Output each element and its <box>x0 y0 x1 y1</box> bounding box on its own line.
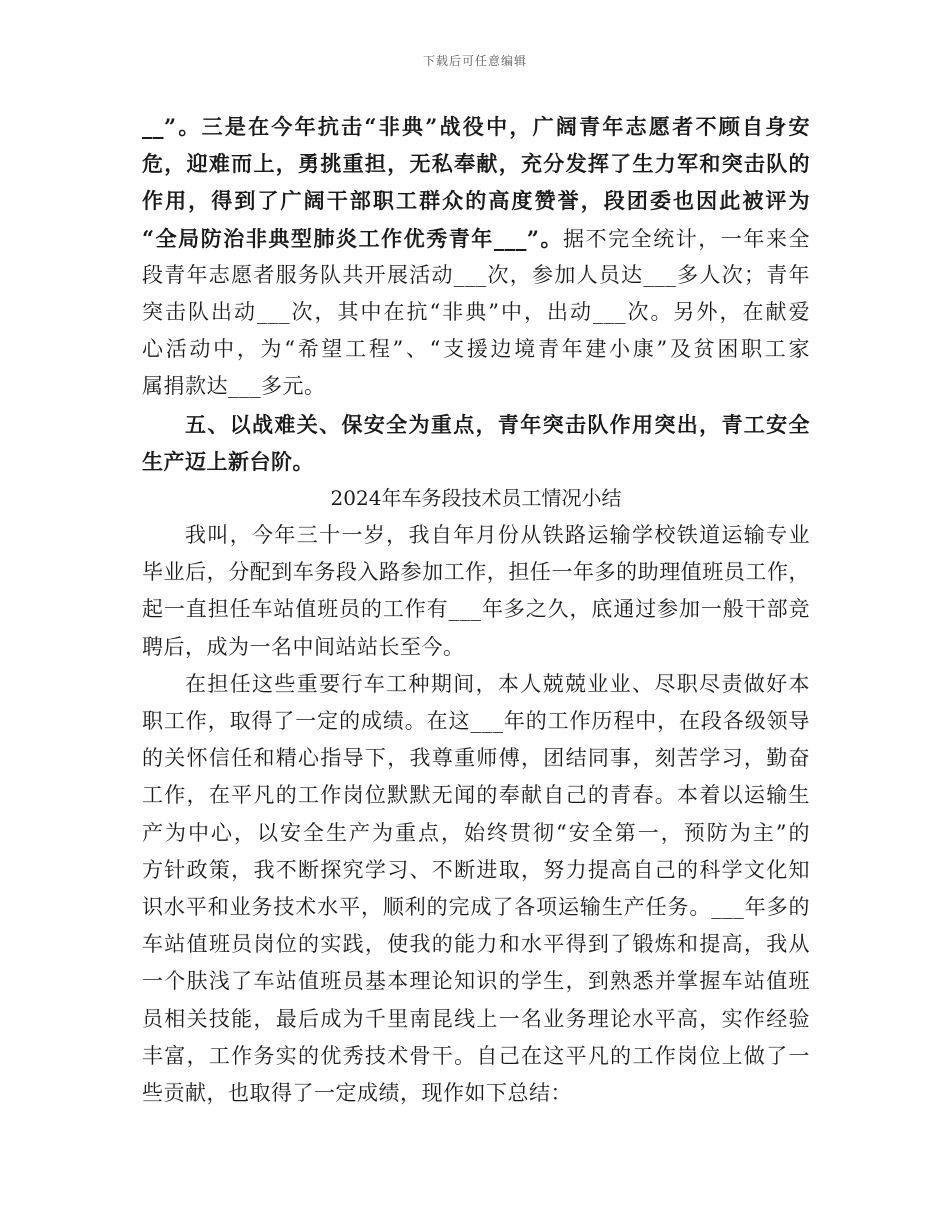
text-line: 心活动中，为“希望工程”、“支援边境青年建小康”及贫困职工家 <box>142 337 810 362</box>
text-line: 危，迎难而上，勇挑重担，无私奉献，充分发挥了生力军和突击队的 <box>142 151 810 177</box>
paragraph-line: 在担任这些重要行车工种期间，本人兢兢业业、尽职尽责做好本 <box>185 671 810 696</box>
normal-fragment: 据不完全统计，一年来全 <box>563 226 810 251</box>
bold-fragment: “全局防治非典型肺炎工作优秀青年___”。 <box>142 225 564 251</box>
paragraph-line: 的关怀信任和精心指导下，我尊重师傅，团结同事，刻苦学习，勤奋 <box>142 746 810 771</box>
paragraph-line: 产为中心，以安全生产为重点，始终贯彻“安全第一，预防为主”的 <box>142 820 810 845</box>
section-heading-line: 五、以战难关、保安全为重点，青年突击队作用突出，青工安全 <box>185 411 810 437</box>
paragraph-line: 车站值班员岗位的实践，使我的能力和水平得到了锻炼和提高，我从 <box>142 932 810 957</box>
paragraph-line: 一个肤浅了车站值班员基本理论知识的学生，到熟悉并掌握车站值班 <box>142 969 810 994</box>
paragraph-line: 识水平和业务技术水平，顺利的完成了各项运输生产任务。___年多的 <box>142 894 810 919</box>
paragraph-line: 些贡献，也取得了一定成绩，现作如下总结： <box>142 1080 572 1105</box>
text-line-mixed <box>142 220 810 257</box>
text-line: 突击队出动___次，其中在抗“非典”中，出动___次。另外，在献爱 <box>142 299 810 324</box>
paragraph-line: 员相关技能，最后成为千里南昆线上一名业务理论水平高，实作经验 <box>142 1006 810 1031</box>
text-line: __”。三是在今年抗击“非典”战役中，广阔青年志愿者不顾自身安 <box>142 114 810 139</box>
paragraph-line: 起一直担任车站值班员的工作有___年多之久，底通过参加一般干部竞 <box>142 597 810 622</box>
paragraph-line: 我叫，今年三十一岁，我自年月份从铁路运输学校铁道运输专业 <box>185 523 810 548</box>
section-heading-line: 生产迈上新台阶。 <box>142 448 314 474</box>
paragraph-line: 聘后，成为一名中间站站长至今。 <box>142 634 465 659</box>
paragraph-line: 职工作，取得了一定的成绩。在这___年的工作历程中，在段各级领导 <box>142 709 810 733</box>
text-line: 属捐款达___多元。 <box>142 374 326 399</box>
paragraph-line: 工作，在平凡的工作岗位默默无闻的奉献自己的青春。本着以运输生 <box>142 783 810 808</box>
text-line: 段青年志愿者服务队共开展活动___次，参加人员达___多人次；青年 <box>142 262 810 287</box>
article-title: 2024年车务段技术员工情况小结 <box>330 485 622 510</box>
document-body <box>142 108 810 1112</box>
paragraph-line: 丰富，工作务实的优秀技术骨干。自己在这平凡的工作岗位上做了一 <box>142 1043 810 1068</box>
paragraph-line: 毕业后，分配到车务段入路参加工作，担任一年多的助理值班员工作， <box>142 560 810 585</box>
paragraph-line: 方针政策，我不断探究学习、不断进取，努力提高自己的科学文化知 <box>142 857 810 882</box>
text-line: 作用，得到了广阔干部职工群众的高度赞誉，段团委也因此被评为 <box>142 188 810 214</box>
page-header: 下载后可任意编辑 <box>422 54 527 68</box>
